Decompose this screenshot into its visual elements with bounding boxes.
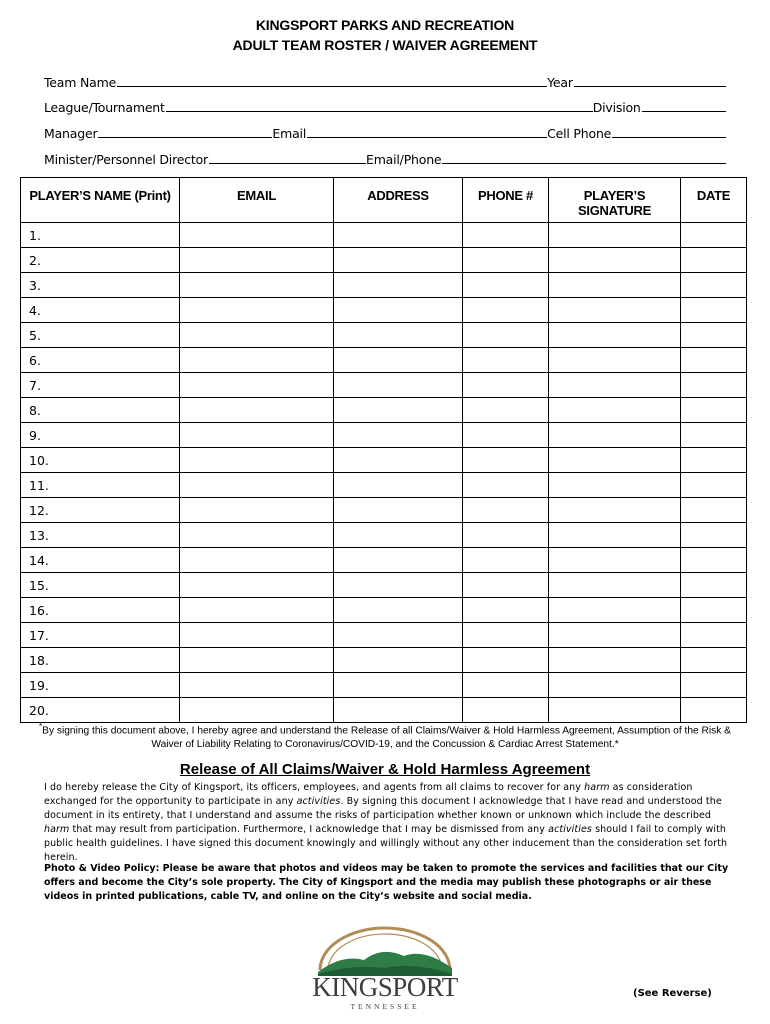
address-cell[interactable] xyxy=(334,423,463,448)
manager-field[interactable] xyxy=(98,136,272,138)
phone-cell[interactable] xyxy=(463,573,549,598)
division-label: Division xyxy=(592,100,641,115)
release-text: should I fail to comply with public health guidelines. I have signed this document knowingly and willingly without any other inducement than the consideration set forth herein. xyxy=(44,824,728,863)
league-tournament-field[interactable] xyxy=(166,110,593,112)
logo-state: TENNESSEE xyxy=(350,1002,420,1011)
signature-cell[interactable] xyxy=(549,323,681,348)
email-cell[interactable] xyxy=(180,498,334,523)
date-cell[interactable] xyxy=(681,573,747,598)
table-row xyxy=(21,573,747,598)
league-tournament-label: League/Tournament xyxy=(44,100,165,115)
cell-phone-label: Cell Phone xyxy=(547,126,612,141)
director-row xyxy=(44,147,726,167)
manager-email-field[interactable] xyxy=(307,136,547,138)
player-name-cell[interactable]: 2. xyxy=(21,248,180,273)
signature-cell[interactable] xyxy=(549,673,681,698)
date-cell[interactable] xyxy=(681,423,747,448)
email-cell[interactable] xyxy=(180,598,334,623)
table-row xyxy=(21,448,747,473)
form-title: KINGSPORT PARKS AND RECREATION xyxy=(255,17,515,33)
player-name-cell[interactable]: 13. xyxy=(21,523,180,548)
phone-cell[interactable] xyxy=(463,623,549,648)
phone-cell[interactable] xyxy=(463,698,549,723)
address-cell[interactable] xyxy=(334,673,463,698)
phone-cell[interactable] xyxy=(463,473,549,498)
email-cell[interactable] xyxy=(180,623,334,648)
release-text: that may result from participation. Furthermore, I acknowledge that I may be dismissed from any xyxy=(69,824,549,835)
address-cell[interactable] xyxy=(334,598,463,623)
address-cell[interactable] xyxy=(334,373,463,398)
column-header-phone: PHONE # xyxy=(463,178,549,223)
date-cell[interactable] xyxy=(681,498,747,523)
photo-video-policy: Photo & Video Policy: Please be aware that photos and videos may be taken to promote the services and facilities that our City offers and become the City’s sole property. The City of Kingsport and the media may publish these photographs or air these videos in printed publications, cable TV, and online on the City’s website and social media. xyxy=(44,863,729,902)
date-cell[interactable] xyxy=(681,598,747,623)
column-header-address: ADDRESS xyxy=(334,178,463,223)
email-cell[interactable] xyxy=(180,698,334,723)
cell-phone-field[interactable] xyxy=(612,136,726,138)
player-name-cell[interactable]: 10. xyxy=(21,448,180,473)
phone-cell[interactable] xyxy=(463,498,549,523)
table-row xyxy=(21,348,747,373)
agreement-note xyxy=(30,720,740,752)
table-row xyxy=(21,398,747,423)
email-cell[interactable] xyxy=(180,248,334,273)
address-cell[interactable] xyxy=(334,498,463,523)
column-header-player-name: PLAYER’S NAME (Print) xyxy=(21,178,180,223)
email-cell[interactable] xyxy=(180,323,334,348)
signature-cell[interactable] xyxy=(549,573,681,598)
signature-cell[interactable] xyxy=(549,498,681,523)
phone-cell[interactable] xyxy=(463,423,549,448)
address-cell[interactable] xyxy=(334,223,463,248)
signature-cell[interactable] xyxy=(549,648,681,673)
signature-cell[interactable] xyxy=(549,473,681,498)
table-row xyxy=(21,373,747,398)
address-cell[interactable] xyxy=(334,698,463,723)
date-cell[interactable] xyxy=(681,698,747,723)
table-row xyxy=(21,473,747,498)
phone-cell[interactable] xyxy=(463,248,549,273)
player-name-cell[interactable]: 15. xyxy=(21,573,180,598)
director-label: Minister/Personnel Director xyxy=(44,152,208,167)
table-row xyxy=(21,673,747,698)
phone-cell[interactable] xyxy=(463,448,549,473)
email-cell[interactable] xyxy=(180,398,334,423)
date-cell[interactable] xyxy=(681,348,747,373)
player-name-cell[interactable]: 6. xyxy=(21,348,180,373)
player-name-cell[interactable]: 20. xyxy=(21,698,180,723)
date-cell[interactable] xyxy=(681,248,747,273)
player-name-cell[interactable]: 11. xyxy=(21,473,180,498)
signature-cell[interactable] xyxy=(549,698,681,723)
email-cell[interactable] xyxy=(180,223,334,248)
email-cell[interactable] xyxy=(180,548,334,573)
release-title: Release of All Claims/Waiver & Hold Harmless Agreement xyxy=(179,761,591,778)
signature-cell[interactable] xyxy=(549,223,681,248)
player-name-cell[interactable]: 19. xyxy=(21,673,180,698)
signature-cell[interactable] xyxy=(549,523,681,548)
signature-cell[interactable] xyxy=(549,273,681,298)
phone-cell[interactable] xyxy=(463,598,549,623)
date-cell[interactable] xyxy=(681,473,747,498)
phone-cell[interactable] xyxy=(463,548,549,573)
division-field[interactable] xyxy=(642,110,726,112)
address-cell[interactable] xyxy=(334,548,463,573)
table-row xyxy=(21,548,747,573)
note-text: By signing this document above, I hereby agree and understand the Release of all Claims/Waiver & Hold Harmless Agreement, Assumption of the Risk & Waiver of Liability Relating to Coronavirus/COVID-19, and the Concussion & Cardiac Arrest Statement.* xyxy=(42,725,731,751)
phone-cell[interactable] xyxy=(463,348,549,373)
release-activities-term: activities xyxy=(548,824,592,835)
email-cell[interactable] xyxy=(180,673,334,698)
table-row xyxy=(21,498,747,523)
table-row xyxy=(21,323,747,348)
address-cell[interactable] xyxy=(334,273,463,298)
phone-cell[interactable] xyxy=(463,673,549,698)
note-asterisk: * xyxy=(39,722,43,731)
team-name-field[interactable] xyxy=(117,85,547,87)
email-cell[interactable] xyxy=(180,423,334,448)
team-name-label: Team Name xyxy=(44,75,117,90)
signature-cell[interactable] xyxy=(549,373,681,398)
player-name-cell[interactable]: 4. xyxy=(21,298,180,323)
phone-cell[interactable] xyxy=(463,648,549,673)
release-text: I do hereby release the City of Kingsport, its officers, employees, and agents from all claims to recover for any xyxy=(44,782,585,793)
column-header-email: EMAIL xyxy=(180,178,334,223)
email-cell[interactable] xyxy=(180,523,334,548)
player-name-cell[interactable]: 3. xyxy=(21,273,180,298)
phone-cell[interactable] xyxy=(463,523,549,548)
player-name-cell[interactable]: 14. xyxy=(21,548,180,573)
roster-table xyxy=(20,177,747,723)
league-row xyxy=(44,95,726,115)
release-harm-term: harm xyxy=(584,782,610,793)
release-text: . By signing this document I acknowledge that I have read and understood the document in its entirety, that I understand and assume the risks of participation whether known or unknown which include the described xyxy=(44,796,722,821)
signature-cell[interactable] xyxy=(549,423,681,448)
date-cell[interactable] xyxy=(681,523,747,548)
signature-cell[interactable] xyxy=(549,548,681,573)
player-name-cell[interactable]: 9. xyxy=(21,423,180,448)
release-activities-term: activities xyxy=(296,796,341,807)
date-cell[interactable] xyxy=(681,398,747,423)
phone-cell[interactable] xyxy=(463,398,549,423)
table-row xyxy=(21,623,747,648)
director-field[interactable] xyxy=(209,162,366,164)
date-cell[interactable] xyxy=(681,223,747,248)
address-cell[interactable] xyxy=(334,623,463,648)
date-cell[interactable] xyxy=(681,673,747,698)
signature-cell[interactable] xyxy=(549,248,681,273)
signature-cell[interactable] xyxy=(549,448,681,473)
player-name-cell[interactable]: 8. xyxy=(21,398,180,423)
manager-email-label: Email xyxy=(272,126,307,141)
date-cell[interactable] xyxy=(681,373,747,398)
address-cell[interactable] xyxy=(334,298,463,323)
table-row xyxy=(21,423,747,448)
email-cell[interactable] xyxy=(180,448,334,473)
address-cell[interactable] xyxy=(334,473,463,498)
phone-cell[interactable] xyxy=(463,298,549,323)
table-row xyxy=(21,698,747,723)
date-cell[interactable] xyxy=(681,323,747,348)
date-cell[interactable] xyxy=(681,548,747,573)
form-subtitle: ADULT TEAM ROSTER / WAIVER AGREEMENT xyxy=(232,37,538,53)
column-header-date: DATE xyxy=(681,178,747,223)
player-name-cell[interactable]: 7. xyxy=(21,373,180,398)
address-cell[interactable] xyxy=(334,448,463,473)
email-cell[interactable] xyxy=(180,648,334,673)
email-cell[interactable] xyxy=(180,298,334,323)
phone-cell[interactable] xyxy=(463,373,549,398)
signature-cell[interactable] xyxy=(549,348,681,373)
phone-cell[interactable] xyxy=(463,223,549,248)
signature-cell[interactable] xyxy=(549,598,681,623)
player-name-cell[interactable]: 18. xyxy=(21,648,180,673)
year-field[interactable] xyxy=(574,85,726,87)
roster-header-row xyxy=(21,178,747,223)
date-cell[interactable] xyxy=(681,448,747,473)
player-name-cell[interactable]: 1. xyxy=(21,223,180,248)
signature-cell[interactable] xyxy=(549,623,681,648)
player-name-cell[interactable]: 17. xyxy=(21,623,180,648)
release-paragraph xyxy=(44,781,734,865)
see-reverse-note: (See Reverse) xyxy=(633,988,712,999)
date-cell[interactable] xyxy=(681,273,747,298)
team-name-row xyxy=(44,70,726,90)
email-cell[interactable] xyxy=(180,348,334,373)
address-cell[interactable] xyxy=(334,523,463,548)
address-cell[interactable] xyxy=(334,248,463,273)
address-cell[interactable] xyxy=(334,573,463,598)
address-cell[interactable] xyxy=(334,323,463,348)
email-cell[interactable] xyxy=(180,573,334,598)
release-harm-term: harm xyxy=(44,824,70,835)
signature-cell[interactable] xyxy=(549,398,681,423)
table-row xyxy=(21,598,747,623)
table-row xyxy=(21,273,747,298)
table-row xyxy=(21,298,747,323)
email-cell[interactable] xyxy=(180,373,334,398)
manager-row xyxy=(44,121,726,141)
table-row xyxy=(21,223,747,248)
player-name-cell[interactable]: 5. xyxy=(21,323,180,348)
director-email-phone-field[interactable] xyxy=(442,162,726,164)
address-cell[interactable] xyxy=(334,348,463,373)
email-cell[interactable] xyxy=(180,273,334,298)
date-cell[interactable] xyxy=(681,298,747,323)
email-cell[interactable] xyxy=(180,473,334,498)
phone-cell[interactable] xyxy=(463,273,549,298)
manager-label: Manager xyxy=(44,126,98,141)
player-name-cell[interactable]: 16. xyxy=(21,598,180,623)
release-text: as consideration exchanged for the opportunity to participate in any xyxy=(44,782,693,807)
year-label: Year xyxy=(547,75,573,90)
table-row xyxy=(21,248,747,273)
date-cell[interactable] xyxy=(681,623,747,648)
phone-cell[interactable] xyxy=(463,323,549,348)
address-cell[interactable] xyxy=(334,398,463,423)
logo-wordmark: KINGSPORT xyxy=(312,972,458,1002)
signature-cell[interactable] xyxy=(549,298,681,323)
column-header-signature: PLAYER’S SIGNATURE xyxy=(549,178,681,223)
table-row xyxy=(21,523,747,548)
table-row xyxy=(21,648,747,673)
date-cell[interactable] xyxy=(681,648,747,673)
address-cell[interactable] xyxy=(334,648,463,673)
player-name-cell[interactable]: 12. xyxy=(21,498,180,523)
director-email-phone-label: Email/Phone xyxy=(366,152,442,167)
